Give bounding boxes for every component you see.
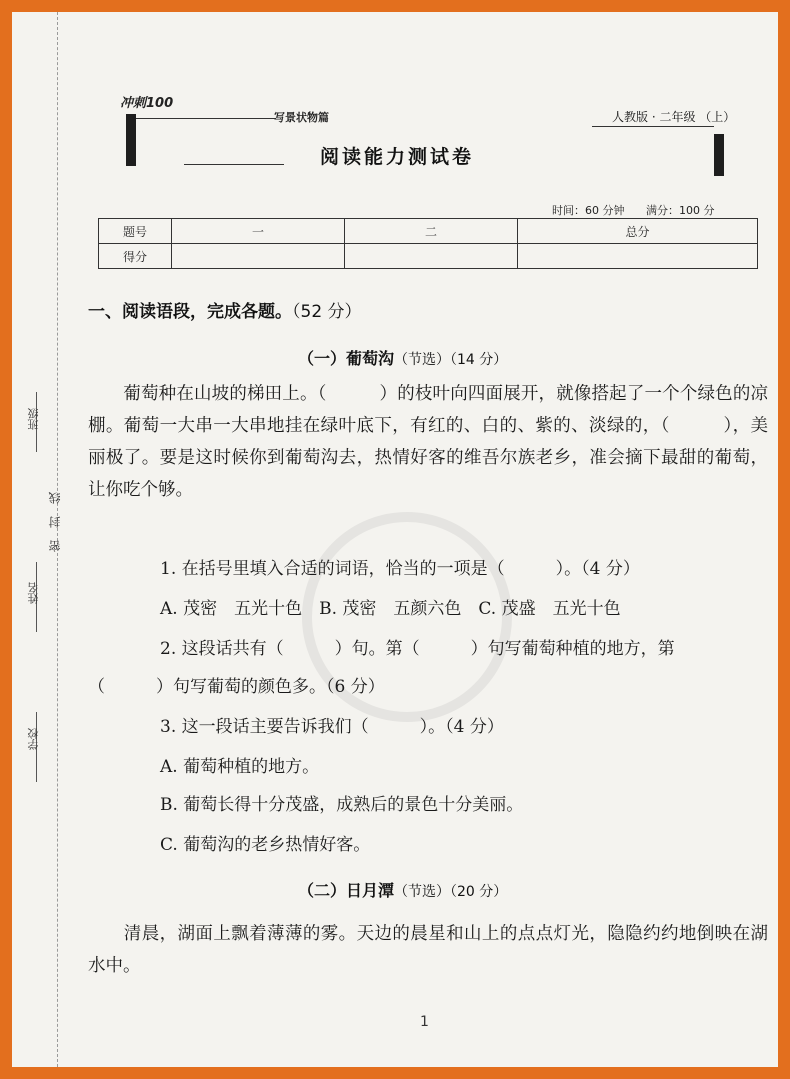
page-title: 阅读能力测试卷 (320, 146, 475, 168)
question-3: 3. 这一段话主要告诉我们（ ）。（4 分） (160, 717, 504, 737)
passage2-title-text: （二）日月潭 (298, 881, 395, 900)
full-score: 满分：100 分 (646, 204, 715, 217)
table-cell: 一 (172, 219, 345, 244)
section-heading-text: 一、阅读语段，完成各题。 (88, 302, 292, 322)
passage1-title-text: （一）葡萄沟 (298, 349, 395, 368)
question-1: 1. 在括号里填入合适的词语，恰当的一项是（ ）。（4 分） (160, 559, 640, 579)
time-info (552, 202, 733, 218)
passage1-text: 葡萄种在山坡的梯田上。（ ）的枝叶向四面展开，就像搭起了一个个绿色的凉棚。葡萄一大串一大串地挂在绿叶底下，有红的、白的、紫的、淡绿的，（ ），美丽极了。要是这时候你到葡萄沟去，热情好客的维吾尔族老乡，准会摘下最甜的葡萄，让你吃个够。 (88, 384, 768, 500)
question-2: 2. 这段话共有（ ）句。第（ ）句写葡萄种植的地方，第 (160, 639, 675, 659)
class-label: 班级 (27, 408, 40, 430)
passage2-title (298, 878, 507, 901)
section-heading (88, 297, 362, 322)
table-row (99, 219, 758, 244)
question-3-option-a: A. 葡萄种植的地方。 (160, 757, 320, 777)
section-points: （52 分） (292, 302, 362, 322)
title-bar-left (126, 114, 136, 166)
time-limit: 时间：60 分钟 (552, 204, 625, 217)
table-row (99, 244, 758, 269)
score-table (98, 218, 758, 269)
passage2-text: 清晨，湖面上飘着薄薄的雾。天边的晨星和山上的点点灯光，隐隐约约地倒映在湖水中。 (88, 924, 768, 976)
table-cell: 得分 (99, 244, 172, 269)
page-number: 1 (420, 1014, 429, 1030)
seal-line-text: 密 封 线 (48, 492, 62, 552)
table-cell: 题号 (99, 219, 172, 244)
question-3-option-c: C. 葡萄沟的老乡热情好客。 (160, 835, 371, 855)
question-3-option-b: B. 葡萄长得十分茂盛，成熟后的景色十分美丽。 (160, 795, 524, 815)
table-cell: 总分 (518, 219, 758, 244)
table-cell: 二 (345, 219, 518, 244)
passage1-title (298, 346, 507, 369)
brand-logo: 冲刺100 (120, 96, 174, 111)
passage1-note: （节选）（14 分） (394, 352, 508, 368)
question-1-options: A. 茂密 五光十色 B. 茂密 五颜六色 C. 茂盛 五光十色 (160, 599, 621, 619)
score-input-cell[interactable] (345, 244, 518, 269)
passage2-note: （节选）（20 分） (394, 884, 508, 900)
question-2-cont: （ ）句写葡萄的颜色多。（6 分） (88, 677, 385, 697)
school-label: 学校 (27, 728, 40, 750)
title-bar-right (714, 134, 724, 176)
category-subtitle: 写景状物篇 (274, 111, 329, 124)
score-input-cell[interactable] (172, 244, 345, 269)
edition-label: 人教版 · 二年级 （上） (612, 110, 736, 124)
exam-page (12, 12, 778, 1067)
name-label: 姓名 (27, 582, 40, 604)
edition-rule (592, 126, 714, 127)
title-rule-lower (184, 164, 284, 165)
score-input-cell[interactable] (518, 244, 758, 269)
title-rule (136, 118, 276, 119)
